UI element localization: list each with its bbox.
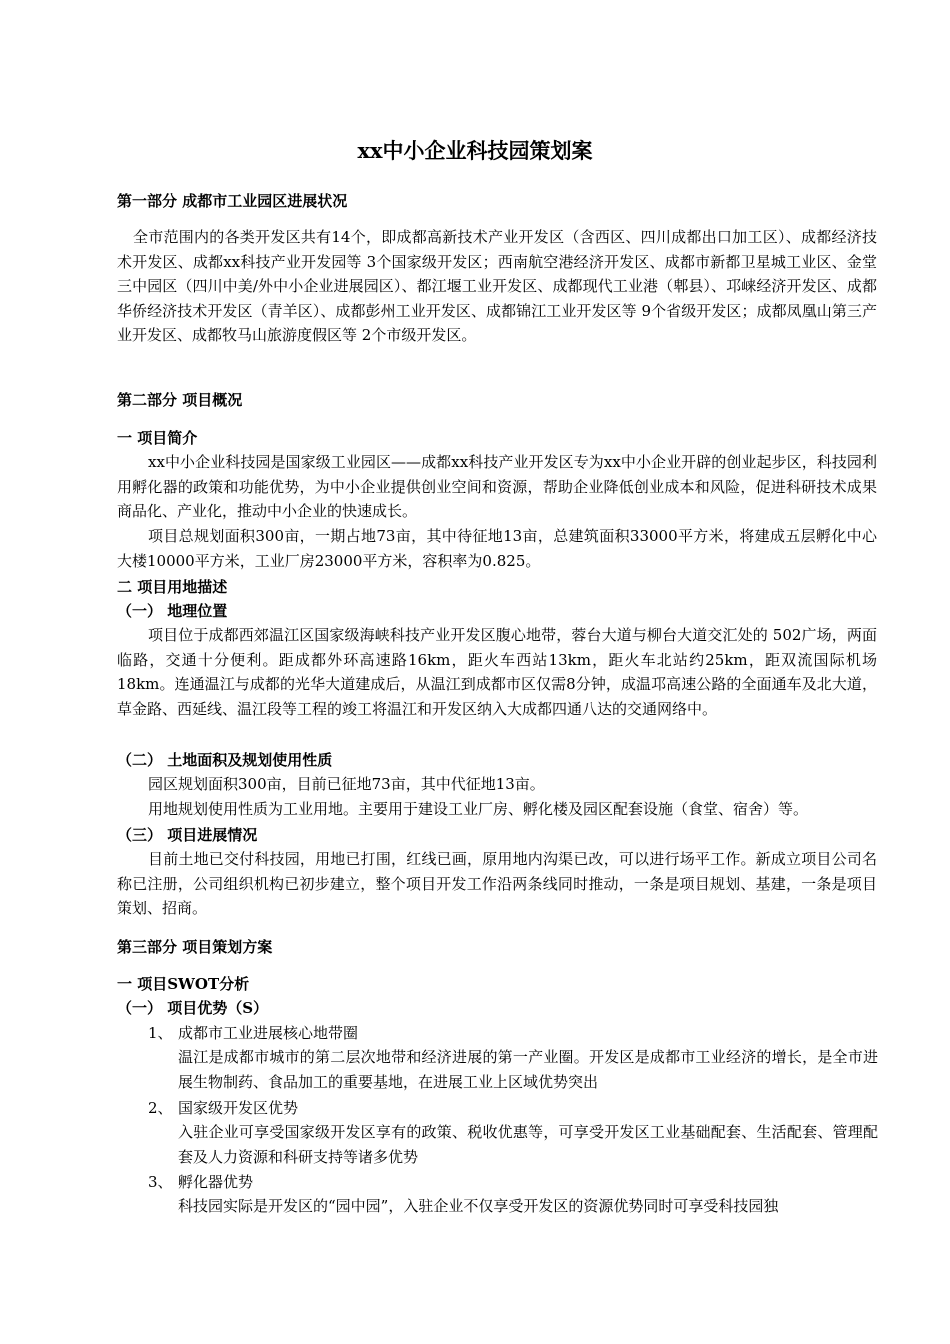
subsection-progress-heading: （三） 项目进展情况 bbox=[117, 826, 258, 844]
list-item-number: 3、 bbox=[148, 1173, 173, 1191]
list-item-number: 2、 bbox=[148, 1099, 173, 1117]
list-item bbox=[148, 1098, 298, 1118]
intro-paragraph-1: xx中小企业科技园是国家级工业园区——成都xx科技产业开发区专为xx中小企业开辟的创业起步区，科技园利用孵化器的政策和功能优势，为中小企业提供创业空间和资源，帮助企业降低创业成本和风险，促进科研技术成果商品化、产业化，推动中小企业的快速成长。 bbox=[117, 453, 877, 520]
intro-paragraph-2: 项目总规划面积300亩，一期占地73亩，其中待征地13亩，总建筑面积33000平方米，将建成五层孵化中心大楼10000平方米，工业厂房23000平方米，容积率为0.825。 bbox=[117, 527, 877, 570]
list-item-text: 温江是成都市城市的第二层次地带和经济进展的第一产业圈。开发区是成都市工业经济的增长，是全市进展生物制药、食品加工的重要基地，在进展工业上区域优势突出 bbox=[178, 1048, 878, 1091]
list-item-number: 1、 bbox=[148, 1024, 173, 1042]
list-item-text: 入驻企业可享受国家级开发区享有的政策、税收优惠等，可享受开发区工业基础配套、生活配套、管理配套及人力资源和科研支持等诸多优势 bbox=[178, 1123, 878, 1166]
section-intro-heading: 一 项目简介 bbox=[117, 429, 198, 447]
part2-heading: 第二部分 项目概况 bbox=[117, 391, 243, 409]
progress-paragraph: 目前土地已交付科技园，用地已打围，红线已画，原用地内沟渠已改，可以进行场平工作。新成立项目公司名称已注册，公司组织机构已初步建立，整个项目开发工作沿两条线同时推动，一条是项目规划、基建，一条是项目策划、招商。 bbox=[117, 850, 877, 917]
part1-paragraph: 全市范围内的各类开发区共有14个，即成都高新技术产业开发区（含西区、四川成都出口加工区）、成都经济技术开发区、成都xx科技产业开发园等 3个国家级开发区；西南航空港经济开发区、成都市新都卫星城工业区、金堂三中园区（四川中美/外中小企业进展园区）、都江堰工业开发区、成都现代工业港（郫县）、邛崃经济开发区、成都华侨经济技术开发区（青羊区）、成都彭州工业开发区、成都锦江工业开发区等 9个省级开发区；成都凤凰山第三产业开发区、成都牧马山旅游度假区等 2个市级开发区。 bbox=[117, 228, 877, 344]
part3-heading: 第三部分 项目策划方案 bbox=[117, 938, 273, 956]
subsection-location-heading: （一） 地理位置 bbox=[117, 602, 228, 620]
location-paragraph: 项目位于成都西郊温江区国家级海峡科技产业开发区腹心地带，蓉台大道与柳台大道交汇处的 502广场，两面临路，交通十分便利。距成都外环高速路16km，距火车西站13km，距火车北站约25km，距双流国际机场18km。连通温江与成都的光华大道建成后，从温江到成都市区仅需8分钟，成温邛高速公路的全面通车及北大道，草金路、西延线、温江段等工程的竣工将温江和开发区纳入大成都四通八达的交通网络中。 bbox=[117, 626, 877, 718]
swot-heading: 一 项目SWOT分析 bbox=[117, 975, 250, 993]
area-paragraph-1: 园区规划面积300亩，目前已征地73亩，其中代征地13亩。 bbox=[148, 775, 545, 793]
document-title: xx中小企业科技园策划案 bbox=[357, 138, 593, 163]
subsection-area-heading: （二） 土地面积及规划使用性质 bbox=[117, 751, 333, 769]
list-item-title: 国家级开发区优势 bbox=[178, 1099, 299, 1117]
list-item-title: 孵化器优势 bbox=[178, 1173, 254, 1191]
list-item-text: 科技园实际是开发区的“园中园”，入驻企业不仅享受开发区的资源优势同时可享受科技园独 bbox=[178, 1197, 779, 1215]
area-paragraph-2: 用地规划使用性质为工业用地。主要用于建设工业厂房、孵化楼及园区配套设施（食堂、宿舍）等。 bbox=[148, 800, 809, 818]
part1-heading: 第一部分 成都市工业园区进展状况 bbox=[117, 192, 348, 210]
list-item bbox=[148, 1023, 358, 1043]
list-item bbox=[148, 1172, 253, 1192]
strengths-heading: （一） 项目优势（S） bbox=[117, 999, 269, 1017]
section-land-heading: 二 项目用地描述 bbox=[117, 578, 228, 596]
list-item-title: 成都市工业进展核心地带圈 bbox=[178, 1024, 359, 1042]
